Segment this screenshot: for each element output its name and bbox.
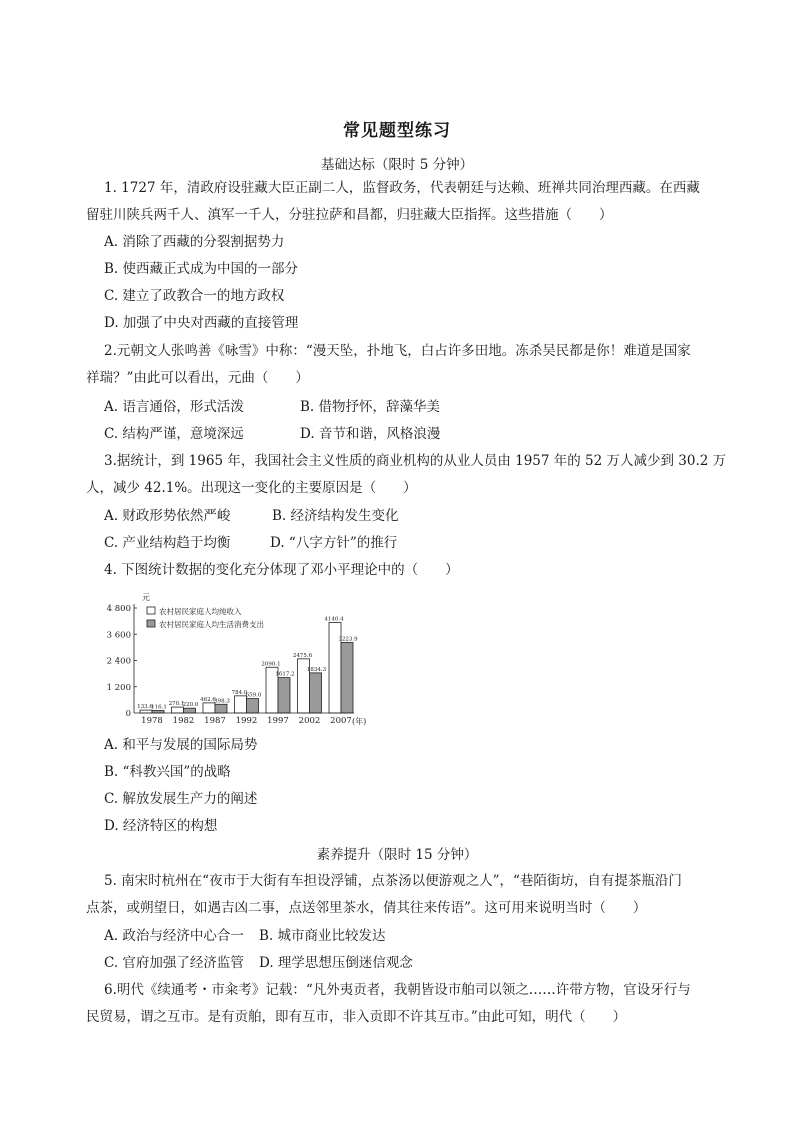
q1-option-b: B. 使西藏正式成为中国的一部分 xyxy=(104,261,299,277)
q5-option-c: C. 官府加强了经济监管 xyxy=(104,955,244,971)
q5-stem-line2: 点茶，或朔望日，如遇吉凶二事，点送邻里茶水，倩其往来传语”。这可用来说明当时（ ） xyxy=(86,900,647,916)
y-tick-label: 3 600 xyxy=(106,630,131,641)
y-tick-label: 4 800 xyxy=(106,604,131,614)
q2-stem-line1: 2.元朝文人张鸣善《咏雪》中称：“漫天坠，扑地飞，白占许多田地。冻杀吴民都是你！难道是国家 xyxy=(104,343,691,359)
income-bar-chart xyxy=(106,592,374,728)
bar-value-label: 270.1 xyxy=(168,701,185,708)
bar-value-label: 462.6 xyxy=(200,696,216,703)
x-tick-label: 2007 xyxy=(330,716,352,726)
bar-value-label: 1834.3 xyxy=(306,666,327,673)
chart-bar-expense xyxy=(310,673,322,713)
q4-stem-line1: 4. 下图统计数据的变化充分体现了邓小平理论中的（ ） xyxy=(104,562,459,578)
chart-bar-expense xyxy=(247,699,259,713)
q3-option-d: D. “八字方针”的推行 xyxy=(270,535,398,551)
bar-value-label: 4140.4 xyxy=(324,616,344,623)
y-unit-label: 元 xyxy=(142,593,150,602)
bar-value-label: 659.0 xyxy=(245,692,262,699)
q2-option-a: A. 语言通俗，形式活泼 xyxy=(104,399,244,415)
q1-stem-line1: 1. 1727 年，清政府设驻藏大臣正副二人，监督政务，代表朝廷与达赖、班禅共同治理西藏。在西藏 xyxy=(104,180,700,196)
chart-bar-expense xyxy=(215,704,227,713)
q1-stem-line2: 留驻川陕兵两千人、滇军一千人，分驻拉萨和昌都，归驻藏大臣指挥。这些措施（ ） xyxy=(86,207,613,223)
q5-option-d: D. 理学思想压倒迷信观念 xyxy=(259,955,413,971)
q1-option-d: D. 加强了中央对西藏的直接管理 xyxy=(104,315,299,331)
q3-option-a: A. 财政形势依然严峻 xyxy=(104,508,231,524)
bar-value-label: 398.3 xyxy=(214,698,230,705)
q4-option-a: A. 和平与发展的国际局势 xyxy=(104,737,258,753)
q5-option-a: A. 政治与经济中心合一 xyxy=(104,928,244,944)
q3-stem-line1: 3.据统计，到 1965 年，我国社会主义性质的商业机构的从业人员由 1957 年的 52 万人减少到 30.2 万 xyxy=(104,453,727,469)
x-tick-label: 1982 xyxy=(172,716,195,726)
q5-stem-line1: 5. 南宋时杭州在“夜市于大街有车担设浮铺，点茶汤以便游观之人”，“巷陌街坊，自有提茶瓶沿门 xyxy=(104,873,682,889)
legend-swatch-income xyxy=(147,607,155,614)
legend-label-income: 农村居民家庭人均纯收入 xyxy=(159,607,242,616)
page-title: 常见题型练习 xyxy=(343,121,451,141)
bar-value-label: 2090.1 xyxy=(261,661,281,668)
q5-option-b: B. 城市商业比较发达 xyxy=(259,928,386,944)
bar-value-label: 116.1 xyxy=(151,704,167,711)
bar-value-label: 1617.2 xyxy=(275,671,295,678)
y-tick-label: 1 200 xyxy=(106,682,131,693)
bar-value-label: 220.0 xyxy=(182,702,199,709)
q4-option-b: B. “科教兴国”的战略 xyxy=(104,764,231,780)
legend-swatch-expense xyxy=(147,620,155,627)
q1-option-a: A. 消除了西藏的分裂割据势力 xyxy=(104,234,285,250)
chart-bar-income xyxy=(140,710,152,713)
chart-bar-expense xyxy=(184,708,196,713)
chart-bar-income xyxy=(203,703,215,713)
x-tick-label: 1997 xyxy=(267,716,289,726)
q4-option-d: D. 经济特区的构想 xyxy=(104,818,218,834)
q2-option-b: B. 借物抒怀，辞藻华美 xyxy=(300,399,441,415)
bar-value-label: 784.0 xyxy=(231,689,248,696)
q3-stem-line2: 人，减少 42.1%。出现这一变化的主要原因是（ ） xyxy=(86,480,417,496)
x-tick-label: 1987 xyxy=(204,716,226,726)
section-advanced: 素养提升（限时 15 分钟） xyxy=(316,847,478,863)
x-tick-label: 1992 xyxy=(235,716,258,726)
x-tick-label: 1978 xyxy=(141,716,163,726)
q3-option-b: B. 经济结构发生变化 xyxy=(272,508,399,524)
q6-stem-line1: 6.明代《续通考・市籴考》记载：“凡外夷贡者，我朝皆设市舶司以领之……许带方物，官设牙行与 xyxy=(104,982,691,998)
chart-bar-expense xyxy=(278,678,290,713)
section-basic: 基础达标（限时 5 分钟） xyxy=(320,157,474,173)
q1-option-c: C. 建立了政教合一的地方政权 xyxy=(104,288,285,304)
x-tick-label: 2002 xyxy=(298,716,321,726)
y-tick-label: 0 xyxy=(125,709,131,719)
bar-value-label: 3223.9 xyxy=(338,636,358,643)
bar-value-label: 2475.6 xyxy=(292,652,313,659)
q2-stem-line2: 祥瑞？”由此可以看出，元曲（ ） xyxy=(86,370,309,386)
q6-stem-line2: 民贸易，谓之互市。是有贡舶，即有互市，非入贡即不许其互市。”由此可知，明代（ ） xyxy=(86,1009,627,1025)
legend-label-expense: 农村居民家庭人均生活消费支出 xyxy=(159,620,264,629)
q4-option-c: C. 解放发展生产力的阐述 xyxy=(104,791,258,807)
chart-svg xyxy=(106,592,374,728)
x-unit-label: (年) xyxy=(352,717,367,726)
q2-option-c: C. 结构严谨，意境深远 xyxy=(104,426,244,442)
y-tick-label: 2 400 xyxy=(106,656,131,667)
q2-option-d: D. 音节和谐，风格浪漫 xyxy=(300,426,441,442)
bar-value-label: 133.6 xyxy=(137,704,153,711)
chart-bar-expense xyxy=(341,642,353,713)
chart-legend xyxy=(147,606,264,629)
q3-option-c: C. 产业结构趋于均衡 xyxy=(104,535,231,551)
